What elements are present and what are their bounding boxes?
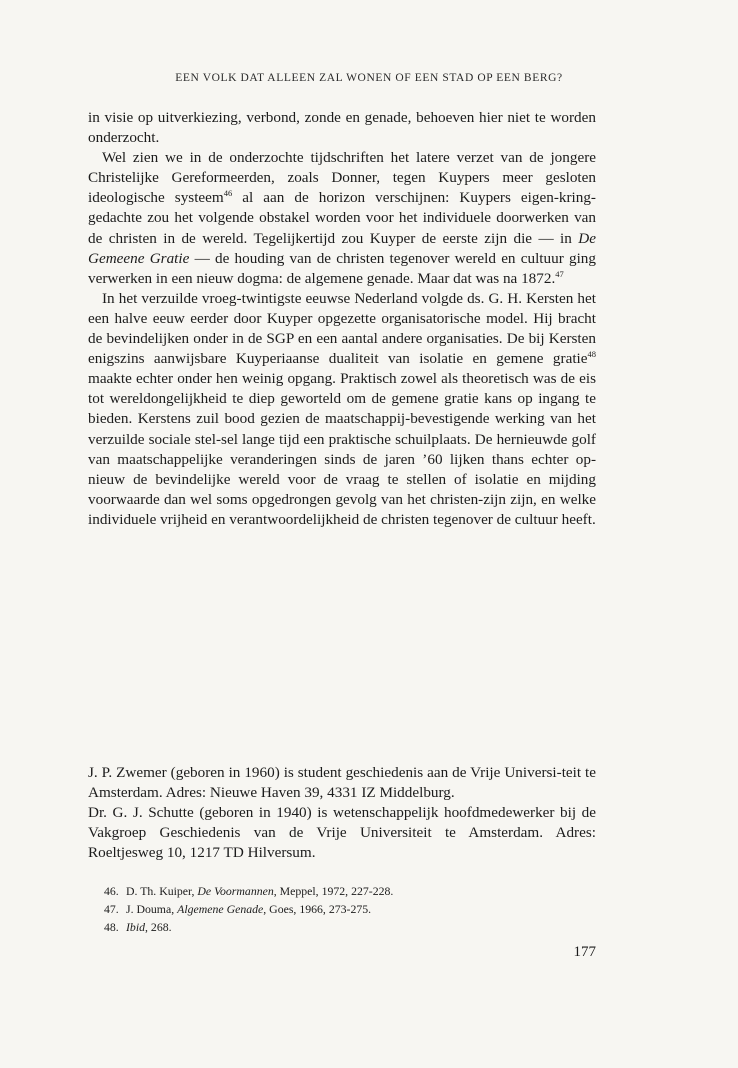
footnote-italic-title: De Voormannen (197, 884, 274, 898)
paragraph-2 (88, 148, 596, 289)
paragraph-3-text-b: maakte echter onder hen weinig opgang. Praktisch zowel als theoretisch was de eis tot wereldongelijkheid te diep geworteld om de gemene gratie kans op ingang te bieden. Kerstens zuil bood gezien de maatschappij-bevestigende werking van het verzuilde sociale stel-sel lange tijd een praktische schuilplaats. De hernieuwde golf van maatschappelijke veranderingen sinds de jaren ’60 lijken thans echter op-nieuw de bevindelijke wereld voor de vraag te stellen of isolatie en mijding voorwaarde dan wel soms opgedrongen gevolg van het christen-zijn zijn, en welke individuele vrijheid en verantwoordelijkheid de christen tegenover de cultuur heeft. (88, 370, 596, 528)
footnotes (104, 882, 594, 936)
footnote-number: 46. (104, 884, 119, 898)
footnote-46 (104, 882, 594, 900)
paragraph-2-text-a: Wel zien we in de onderzochte tijdschriften het latere verzet van de jongere Christelijke Gereformeerden, zoals Donner, tegen Kuypers meer gesloten ideologische systeem (88, 149, 596, 207)
footnote-italic-title: Ibid (126, 920, 146, 934)
paragraph-1 (88, 108, 596, 148)
footnote-47 (104, 900, 594, 918)
paragraph-2-text-c: — de houding van de christen tegenover wereld en cultuur ging verwerken in een nieuw dogma: de algemene genade. Maar dat was na 1872. (88, 249, 596, 287)
author-bios (88, 763, 596, 863)
footnote-ref-46: 46 (223, 188, 233, 199)
paragraph-3 (88, 289, 596, 530)
footnote-text: , Meppel, 1972, 227-228. (273, 884, 394, 898)
page-number: 177 (573, 944, 596, 960)
paragraph-3-text-a: In het verzuilde vroeg-twintigste eeuwse Nederland volgde ds. G. H. Kersten het een halve eeuw eerder door Kuyper opgezette organisatorische model. Hij bracht de bevindelijken onder in de SGP en een aantal andere organisaties. De bij Kersten enigszins aanwijsbare Kuyperiaanse dualiteit van isolatie en gemene gratie (88, 289, 596, 368)
running-head: EEN VOLK DAT ALLEEN ZAL WONEN OF EEN STAD OP EEN BERG? (175, 72, 563, 84)
paragraph-1-text: in visie op uitverkiezing, verbond, zonde en genade, behoeven hier niet te worden onderzocht. (88, 109, 596, 147)
footnote-text: , 268. (145, 920, 172, 934)
footnote-italic-title: Algemene Genade (177, 902, 264, 916)
footnote-ref-48: 48 (587, 349, 596, 360)
paragraph-2-italic-title: De Gemeene Gratie (88, 229, 596, 267)
author-bio-zwemer: J. P. Zwemer (geboren in 1960) is student geschiedenis aan de Vrije Universi-teit te Amsterdam. Adres: Nieuwe Haven 39, 4331 IZ Middelburg. (88, 764, 596, 802)
footnote-number: 48. (104, 920, 119, 934)
author-bio-schutte: Dr. G. J. Schutte (geboren in 1940) is wetenschappelijk hoofdmedewerker bij de Vakgroep Geschiedenis van de Vrije Universiteit te Amsterdam. Adres: Roeltjesweg 10, 1217 TD Hilversum. (88, 804, 596, 862)
footnote-text: , Goes, 1966, 273-275. (263, 902, 372, 916)
footnote-text: J. Douma, (126, 902, 178, 916)
footnote-48 (104, 918, 594, 936)
paragraph-2-text-b: al aan de horizon verschijnen: Kuypers eigen-kring-gedachte zou het volgende obstakel worden voor het individuele doorwerken van de christen in de wereld. Tegelijkertijd zou Kuyper de eerste zijn die — in (88, 189, 596, 247)
body-text (88, 108, 596, 530)
footnote-ref-47: 47 (555, 268, 564, 279)
footnote-text: D. Th. Kuiper, (126, 884, 198, 898)
footnote-number: 47. (104, 902, 119, 916)
